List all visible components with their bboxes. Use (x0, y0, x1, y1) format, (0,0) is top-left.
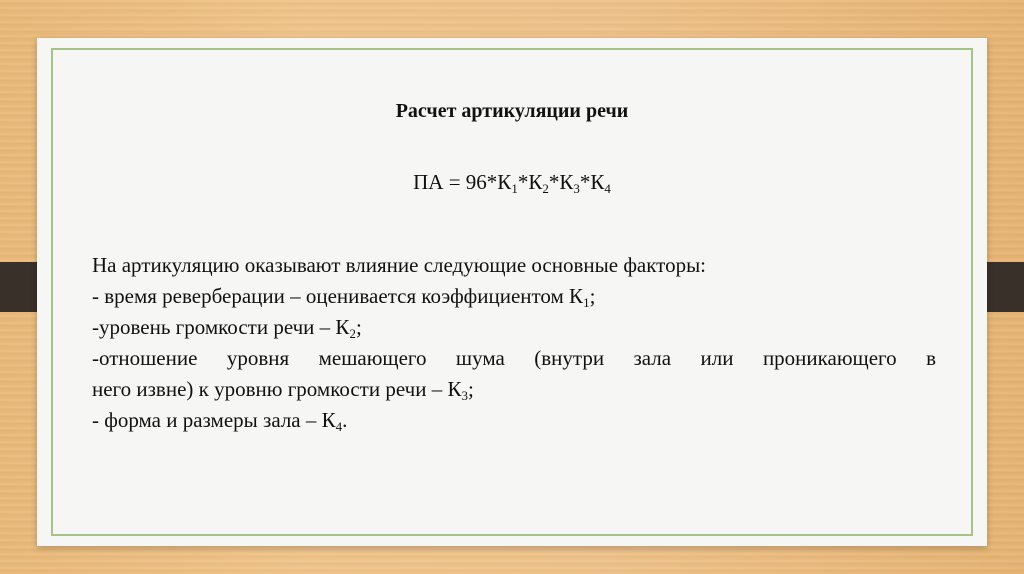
formula-sub-4: 4 (604, 181, 611, 196)
factor-2-line (92, 312, 936, 343)
factor-4-sub: 4 (335, 419, 343, 434)
factor-1-line (92, 281, 936, 312)
intro-line: На артикуляцию оказывают влияние следующие основные факторы: (92, 253, 707, 277)
factor-3-text: него извне) к уровню громкости речи – К (92, 377, 462, 401)
factor-3-line-b (92, 374, 936, 405)
slide-title: Расчет артикуляции речи (395, 100, 629, 122)
factor-4-end: . (342, 408, 348, 432)
formula-lhs: ПА = 96*К (413, 170, 512, 194)
factor-4-text: - форма и размеры зала – К (92, 408, 336, 432)
factor-4-line (92, 405, 936, 436)
factor-1-end: ; (589, 284, 596, 308)
formula-sub-3: 3 (573, 181, 580, 196)
factor-2-sub: 2 (349, 326, 356, 341)
formula-sub-1: 1 (511, 181, 518, 196)
slide-card (37, 38, 987, 546)
factor-2-end: ; (355, 315, 362, 339)
factor-2-text: -уровень громкости речи – К (92, 315, 350, 339)
factor-3-end: ; (467, 377, 474, 401)
factor-1-sub: 1 (583, 295, 590, 310)
formula-term-2: *К (517, 170, 543, 194)
formula-sub-2: 2 (542, 181, 549, 196)
factors-text (92, 250, 936, 436)
factor-1-text: - время реверберации – оценивается коэффициентом К (92, 284, 584, 308)
formula-term-4: *К (579, 170, 605, 194)
factor-3-line-a: -отношение уровня мешающего шума (внутри зала или проникающего в (92, 346, 936, 370)
formula (37, 170, 987, 195)
factor-3-sub: 3 (461, 388, 468, 403)
formula-term-3: *К (548, 170, 574, 194)
